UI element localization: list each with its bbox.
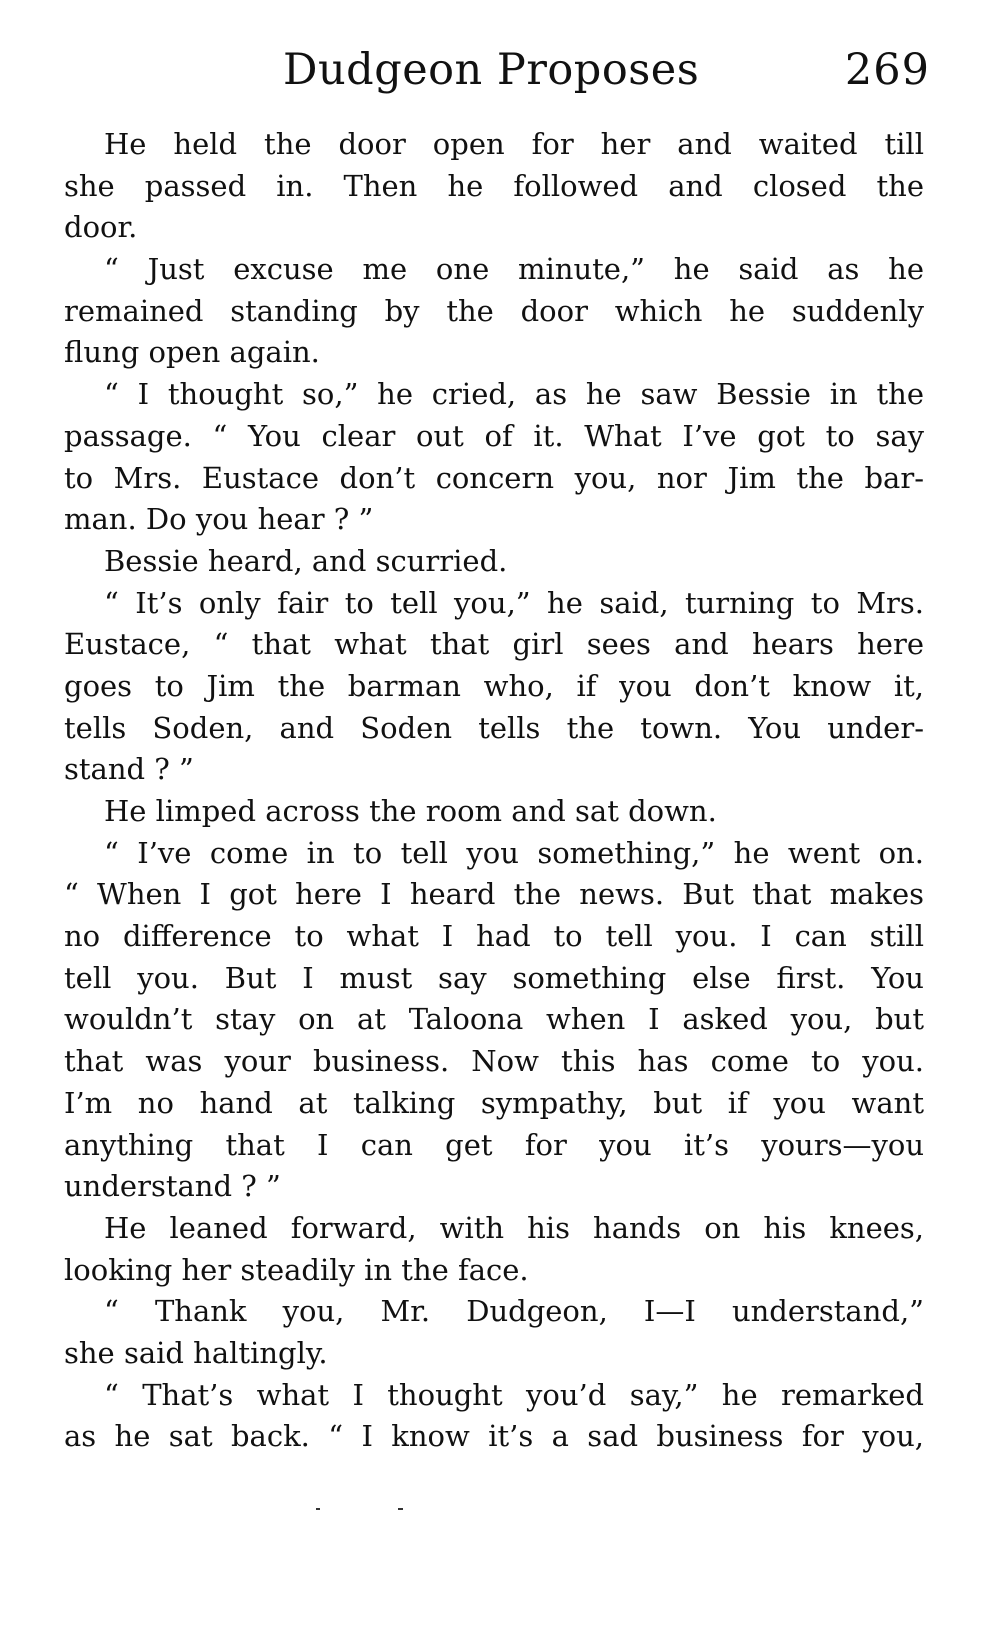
text-line: to Mrs. Eustace don’t concern you, nor Jim the bar-: [64, 460, 924, 495]
text-line: “ I thought so,” he cried, as he saw Bessie in the: [104, 377, 924, 412]
printer-mark: [316, 1508, 320, 1510]
text-line: wouldn’t stay on at Taloona when I asked you, but: [64, 1002, 924, 1037]
text-line: anything that I can get for you it’s yours—you: [64, 1127, 924, 1162]
text-line: He held the door open for her and waited till: [104, 127, 924, 161]
text-line: no difference to what I had to tell you. I can still: [64, 919, 924, 954]
text-line: He leaned forward, with his hands on his knees,: [104, 1210, 924, 1245]
chapter-title: Dudgeon Proposes: [283, 45, 700, 95]
text-line: “ When I got here I heard the news. But that makes: [64, 877, 924, 912]
text-line: she said haltingly.: [64, 1335, 328, 1370]
body-text: [64, 124, 924, 1458]
text-line: “ Just excuse me one minute,” he said as he: [104, 252, 924, 287]
running-head: [0, 40, 1000, 100]
text-line: tells Soden, and Soden tells the town. You under-: [64, 710, 924, 745]
text-line: looking her steadily in the face.: [64, 1252, 529, 1287]
text-line: door.: [64, 210, 138, 245]
text-line: man. Do you hear ? ”: [64, 502, 374, 537]
text-line: He limped across the room and sat down.: [104, 794, 717, 828]
text-line: as he sat back. “ I know it’s a sad business for you,: [64, 1419, 924, 1454]
text-line: I’m no hand at talking sympathy, but if you want: [64, 1085, 924, 1120]
text-line: passage. “ You clear out of it. What I’ve got to say: [64, 418, 924, 453]
text-line: Eustace, “ that what that girl sees and hears here: [64, 627, 924, 662]
text-line: stand ? ”: [64, 752, 194, 787]
text-line: “ It’s only fair to tell you,” he said, turning to Mrs.: [104, 585, 924, 620]
text-line: “ I’ve come in to tell you something,” he went on.: [104, 835, 924, 870]
text-line: tell you. But I must say something else first. You: [64, 960, 924, 995]
text-line: flung open again.: [64, 335, 320, 370]
text-line: Bessie heard, and scurried.: [104, 543, 508, 578]
text-line: “ That’s what I thought you’d say,” he remarked: [104, 1377, 924, 1412]
printer-mark: [398, 1508, 403, 1510]
page-number: 269: [844, 45, 930, 95]
text-line: that was your business. Now this has come to you.: [64, 1044, 924, 1079]
text-line: goes to Jim the barman who, if you don’t know it,: [64, 668, 924, 703]
text-line: “ Thank you, Mr. Dudgeon, I—I understand,”: [104, 1294, 924, 1329]
text-line: understand ? ”: [64, 1169, 281, 1204]
printer-marks: [0, 1508, 1000, 1518]
text-line: she passed in. Then he followed and closed the: [64, 168, 924, 203]
text-line: remained standing by the door which he suddenly: [64, 293, 924, 328]
